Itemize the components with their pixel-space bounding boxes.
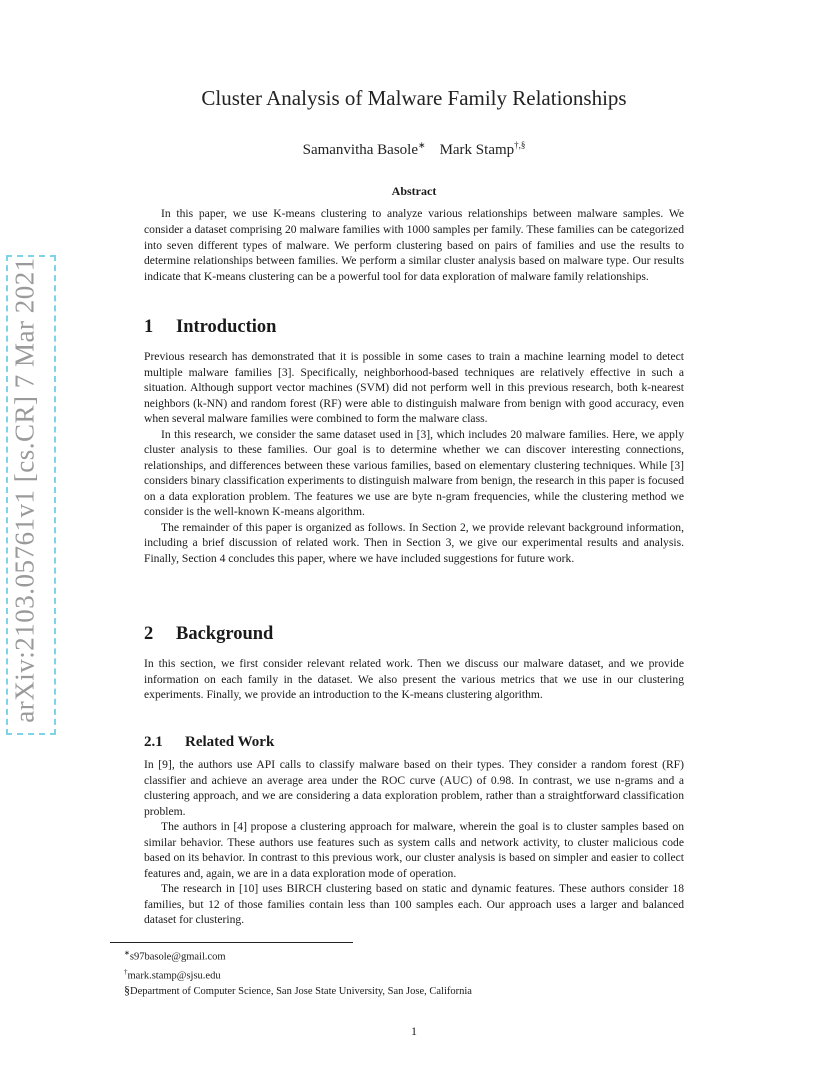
footnote-email-1: ∗s97basole@gmail.com	[124, 949, 226, 963]
footnote-divider	[110, 942, 353, 943]
section-number: 2	[144, 624, 154, 644]
author-footnote-mark: ∗	[418, 140, 426, 150]
paragraph: The authors in [4] propose a clustering approach for malware, wherein the goal is to cluster samples based on similar behavior. These authors use features such as system calls and network activity, to cluster malicious code based on its behavior. In contrast to this previous work, our cluster analysis is based on simpler and easier to collect features and, again, we are in a data exploration mode of operation.	[144, 820, 684, 880]
email-link[interactable]: s97basole@gmail.com	[129, 951, 226, 963]
page-number: 1	[411, 1024, 417, 1038]
author-line	[0, 140, 828, 159]
arxiv-identifier[interactable]: arXiv:2103.05761v1 [cs.CR] 7 Mar 2021	[9, 257, 40, 723]
section-number: 1	[144, 317, 154, 337]
paragraph: In this research, we consider the same dataset used in [3], which includes 20 malware families. Here, we apply cluster analysis to these families. Our goal is to determine whether we can discover interesting connections, relationships, and differences between these various families, based on elementary clustering techniques. While [3] considers binary classification experiments to distinguish malware from benign, the research in this paper is focused on a data exploration problem. The features we use are byte n-gram frequencies, while the clustering method we consider is the well-known K-means algorithm.	[144, 427, 684, 518]
footnotes	[124, 946, 472, 999]
background-body	[144, 656, 684, 703]
email-link[interactable]: mark.stamp@sjsu.edu	[127, 970, 221, 981]
footnote-email-2: †mark.stamp@sjsu.edu	[124, 967, 221, 981]
author-footnote-mark: †,§	[514, 140, 526, 150]
abstract-text: In this paper, we use K-means clustering to analyze various relationships between malware samples. We consider a dataset comprising 20 malware families with 1000 samples per family. These families can be categorized into seven different types of malware. We perform clustering based on pairs of families and use the results to determine relationships between families. We perform a similar cluster analysis based on malware type. Our results indicate that K-means clustering can be a powerful tool for data exploration of malware family relationships.	[144, 207, 684, 284]
section-title: Introduction	[176, 317, 277, 337]
paragraph: In [9], the authors use API calls to classify malware based on their types. They consider a random forest (RF) classifier and achieve an average area under the ROC curve (AUC) of 0.98. In contrast, we use n-grams and a clustering approach, and we are considering a data exploration problem, rather than a straightforward classification problem.	[144, 758, 684, 818]
paper-title: Cluster Analysis of Malware Family Relationships	[201, 86, 627, 110]
abstract-heading: Abstract	[391, 184, 437, 198]
paragraph: In this section, we first consider relevant related work. Then we discuss our malware dataset, and we provide information on each family in the dataset. We also present the various metrics that we use in our clustering experiments. Finally, we provide an introduction to the K-means clustering algorithm.	[144, 657, 684, 701]
subsection-heading-related-work	[144, 734, 274, 751]
subsection-number: 2.1	[144, 734, 163, 750]
paragraph: The research in [10] uses BIRCH clustering based on static and dynamic features. These authors consider 18 families, but 12 of those families contain less than 100 samples each. Our approach uses a larger and balanced dataset for clustering.	[144, 882, 684, 926]
paragraph: Previous research has demonstrated that it is possible in some cases to train a machine learning model to detect multiple malware families [3]. Specifically, neighborhood-based techniques are relatively effective in such a situation. Although support vector machines (SVM) did not perform well in this previous research, both k-nearest neighbors (k-NN) and random forest (RF) were able to distinguish malware from benign with good accuracy, even when several malware families were combined to form the malware class.	[144, 350, 684, 425]
section-title: Background	[176, 624, 274, 644]
related-work-body	[144, 757, 684, 928]
section-heading-introduction	[144, 317, 276, 338]
section-heading-background	[144, 624, 273, 645]
paragraph: The remainder of this paper is organized as follows. In Section 2, we provide relevant background information, including a brief discussion of related work. Then in Section 3, we give our experimental results and analysis. Finally, Section 4 concludes this paper, where we have included suggestions for future work.	[144, 520, 684, 565]
introduction-body	[144, 349, 684, 566]
subsection-title: Related Work	[185, 734, 275, 750]
author-name: Samanvitha Basole	[302, 142, 419, 158]
footnote-affiliation: §Department of Computer Science, San Jose State University, San Jose, California	[124, 983, 472, 997]
author-name: Mark Stamp	[439, 142, 515, 158]
